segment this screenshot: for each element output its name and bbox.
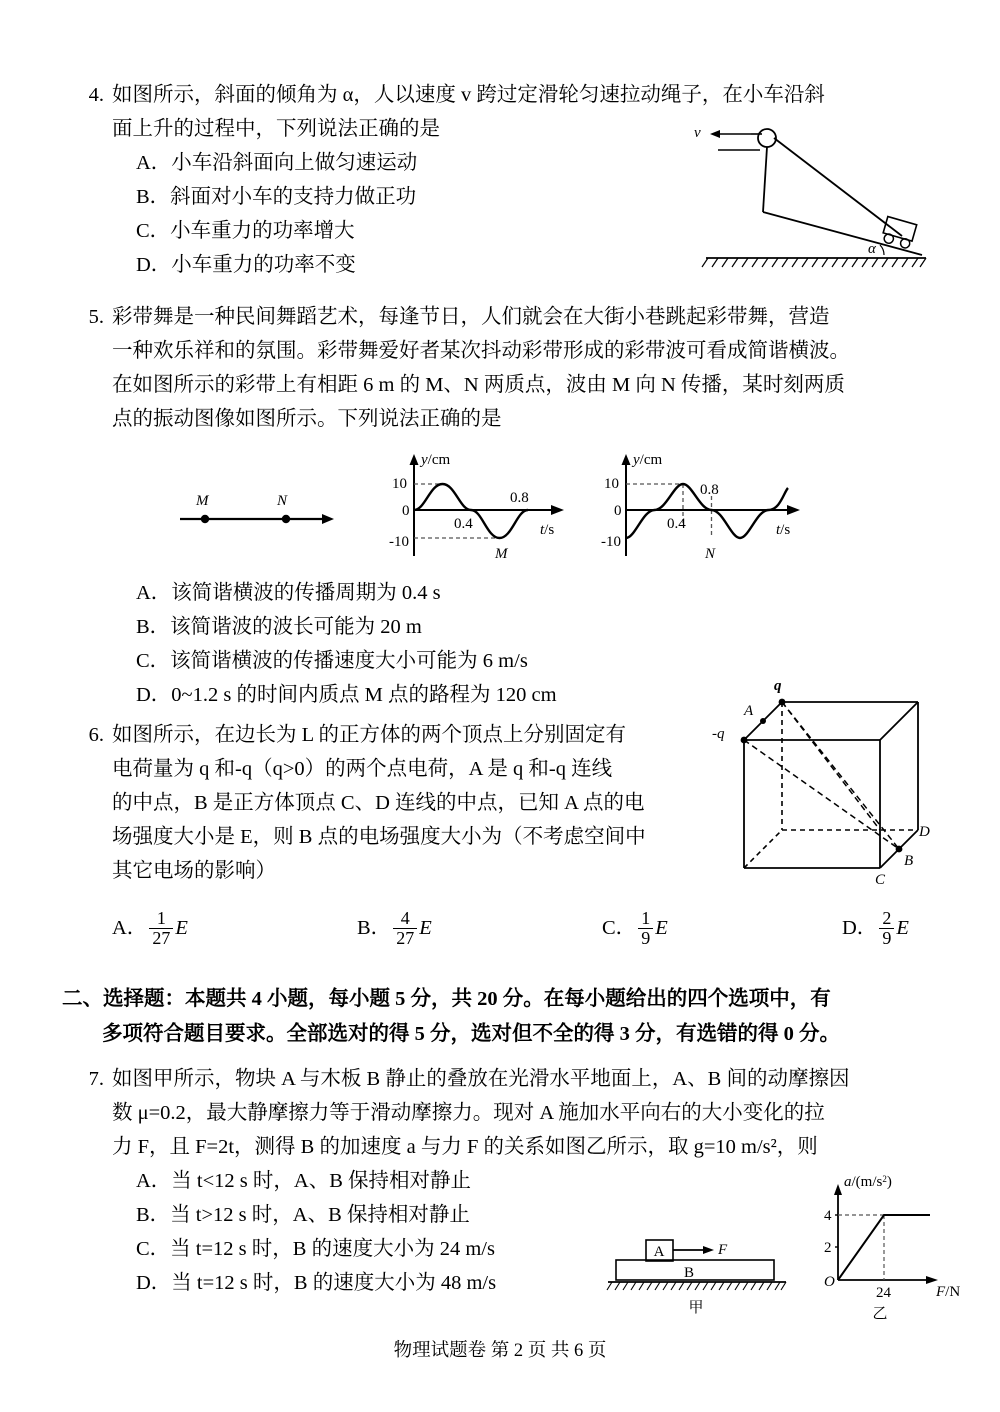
question-6-options <box>72 902 972 954</box>
question-6-option-c <box>602 910 668 949</box>
option-d-numerator: 2 <box>882 908 892 928</box>
question-5-option-a: A．该简谐横波的传播周期为 0.4 s <box>136 582 441 604</box>
mn-points-line-figure <box>180 488 340 536</box>
charge-minus-q-dot <box>741 737 748 744</box>
question-4-option-a: A．小车沿斜面向上做匀速运动 <box>136 152 418 174</box>
option-b-numerator: 4 <box>400 908 410 928</box>
question-5 <box>72 300 972 436</box>
question-4-number: 4. <box>88 84 104 106</box>
label-B: B <box>683 1265 695 1281</box>
svg-text:y/cm: y/cm <box>421 452 451 468</box>
ytick-4: 4 <box>824 1208 832 1224</box>
label-N: N <box>277 493 288 509</box>
label-D: D <box>919 824 930 840</box>
svg-text:α: α <box>868 241 876 257</box>
svg-text:0: 0 <box>402 503 410 519</box>
question-7-option-d: D．当 t=12 s 时，B 的速度大小为 48 m/s <box>136 1272 497 1294</box>
question-5-stem-line-3: 在如图所示的彩带上有相距 6 m 的 M、N 两质点，波由 M 向 N 传播，某时刻两质 <box>112 374 845 396</box>
svg-text:y/cm: y/cm <box>633 452 663 468</box>
question-5-option-b: B．该简谐波的波长可能为 20 m <box>136 616 422 638</box>
question-7-number: 7. <box>88 1068 104 1090</box>
svg-text:t/s: t/s <box>540 522 555 538</box>
svg-text:F/N: F/N <box>936 1284 961 1300</box>
option-d-label: D． <box>842 917 878 940</box>
option-a-numerator: 1 <box>156 908 166 928</box>
question-5-option-d: D．0~1.2 s 的时间内质点 M 点的路程为 120 cm <box>136 684 557 706</box>
question-4-stem-line-2: 面上升的过程中，下列说法正确的是 <box>112 118 440 140</box>
question-6-number: 6. <box>88 724 104 746</box>
svg-text:0.4: 0.4 <box>454 516 473 532</box>
question-6-stem-line-4: 场强度大小是 E，则 B 点的电场强度大小为（不考虑空间中 <box>112 826 646 848</box>
svg-text:t/s: t/s <box>776 522 791 538</box>
question-6-stem-line-5: 其它电场的影响） <box>112 860 276 882</box>
label-minus-q: -q <box>712 726 725 742</box>
cube-charges-figure <box>712 672 930 888</box>
svg-text:10: 10 <box>604 476 619 492</box>
point-A-dot <box>760 718 766 724</box>
question-4-option-d: D．小车重力的功率不变 <box>136 254 356 276</box>
caption-yi: 乙 <box>872 1306 888 1322</box>
question-4-stem-line-1: 如图所示，斜面的倾角为 α，人以速度 v 跨过定滑轮匀速拉动绳子，在小车沿斜 <box>112 84 825 106</box>
option-a-suffix: E <box>175 917 188 940</box>
svg-text:0.8: 0.8 <box>700 482 719 498</box>
option-d-denominator: 9 <box>879 928 894 948</box>
question-7-stem-line-2: 数 μ=0.2，最大静摩擦力等于滑动摩擦力。现对 A 施加水平向右的大小变化的拉 <box>112 1102 825 1124</box>
label-C: C <box>875 872 886 888</box>
svg-text:v: v <box>694 125 701 141</box>
question-7-option-a: A．当 t<12 s 时，A、B 保持相对静止 <box>136 1170 472 1192</box>
page-footer: 物理试题卷 第 2 页 共 6 页 <box>393 1341 607 1361</box>
svg-text:0.8: 0.8 <box>510 490 529 506</box>
setup-figure-jia <box>604 1228 804 1318</box>
question-6 <box>72 718 712 888</box>
svg-text:N: N <box>705 546 716 562</box>
acceleration-force-graph-figure <box>818 1172 978 1322</box>
question-7-option-b: B．当 t>12 s 时，A、B 保持相对静止 <box>136 1204 470 1226</box>
svg-text:a/(m/s2): $a/(m/s^2)$ <box>844 1174 892 1190</box>
question-5-number: 5. <box>88 306 104 328</box>
question-5-stem-line-4: 点的振动图像如图所示。下列说法正确的是 <box>112 408 502 430</box>
option-b-denominator: 27 <box>393 928 417 948</box>
section-heading-multiple-choice <box>62 982 982 1052</box>
question-4 <box>72 78 825 282</box>
point-B-dot <box>896 846 903 853</box>
option-a-label: A． <box>112 917 148 940</box>
option-b-label: B． <box>357 917 392 940</box>
incline-pulley-cart-figure <box>688 112 938 277</box>
label-B: B <box>904 853 914 869</box>
vibration-graph-N-figure <box>601 448 834 563</box>
caption-jia: 甲 <box>688 1300 704 1316</box>
question-4-option-c: C．小车重力的功率增大 <box>136 220 355 242</box>
section-heading-line-2: 多项符合题目要求。全部选对的得 5 分，选对但不全的得 3 分，有选错的得 0 分。 <box>102 1023 840 1045</box>
label-A: A <box>744 703 754 719</box>
question-6-stem-line-3: 的中点，B 是正方体顶点 C、D 连线的中点，已知 A 点的电 <box>112 792 645 814</box>
svg-text:10: 10 <box>392 476 407 492</box>
vibration-graph-M-figure <box>389 448 582 563</box>
question-6-stem-line-2: 电荷量为 q 和-q（q>0）的两个点电荷，A 是 q 和-q 连线 <box>112 758 613 780</box>
option-c-suffix: E <box>655 917 668 940</box>
charge-q-dot <box>779 699 786 706</box>
label-A: A <box>653 1244 665 1260</box>
question-5-stem-line-1: 彩带舞是一种民间舞蹈艺术，每逢节日，人们就会在大街小巷跳起彩带舞，营造 <box>112 306 830 328</box>
question-6-option-a <box>112 910 188 949</box>
option-c-numerator: 1 <box>641 908 651 928</box>
option-b-suffix: E <box>419 917 432 940</box>
label-q: q <box>774 678 782 694</box>
question-6-option-b <box>357 910 432 949</box>
question-7-option-c: C．当 t=12 s 时，B 的速度大小为 24 m/s <box>136 1238 495 1260</box>
option-c-label: C． <box>602 917 637 940</box>
label-M: M <box>196 493 209 509</box>
svg-text:M: M <box>495 546 508 562</box>
option-c-denominator: 9 <box>638 928 653 948</box>
label-F: F <box>718 1242 728 1258</box>
question-7-stem-line-3: 力 F，且 F=2t，测得 B 的加速度 a 与力 F 的关系如图乙所示，取 g=10 m/s²，则 <box>112 1136 818 1158</box>
question-5-option-c: C．该简谐横波的传播速度大小可能为 6 m/s <box>136 650 528 672</box>
option-a-denominator: 27 <box>149 928 173 948</box>
question-5-stem-line-2: 一种欢乐祥和的氛围。彩带舞爱好者某次抖动彩带形成的彩带波可看成简谐横波。 <box>112 340 850 362</box>
svg-text:-10: -10 <box>389 534 409 550</box>
svg-text:-10: -10 <box>601 534 621 550</box>
question-7-stem-line-1: 如图甲所示，物块 A 与木板 B 静止的叠放在光滑水平地面上，A、B 间的动摩擦因 <box>112 1068 850 1090</box>
svg-text:0.4: 0.4 <box>667 516 686 532</box>
question-6-option-d <box>842 910 909 949</box>
ytick-2: 2 <box>824 1240 832 1256</box>
xtick-24: 24 <box>876 1285 891 1301</box>
section-heading-line-1: 二、选择题：本题共 4 小题，每小题 5 分，共 20 分。在每小题给出的四个选项中，有 <box>62 988 831 1010</box>
label-origin: O <box>824 1274 835 1290</box>
option-d-suffix: E <box>896 917 909 940</box>
question-4-option-b: B．斜面对小车的支持力做正功 <box>136 186 417 208</box>
svg-text:0: 0 <box>614 503 622 519</box>
question-6-stem-line-1: 如图所示，在边长为 L 的正方体的两个顶点上分别固定有 <box>112 724 627 746</box>
question-5-options <box>112 576 812 712</box>
